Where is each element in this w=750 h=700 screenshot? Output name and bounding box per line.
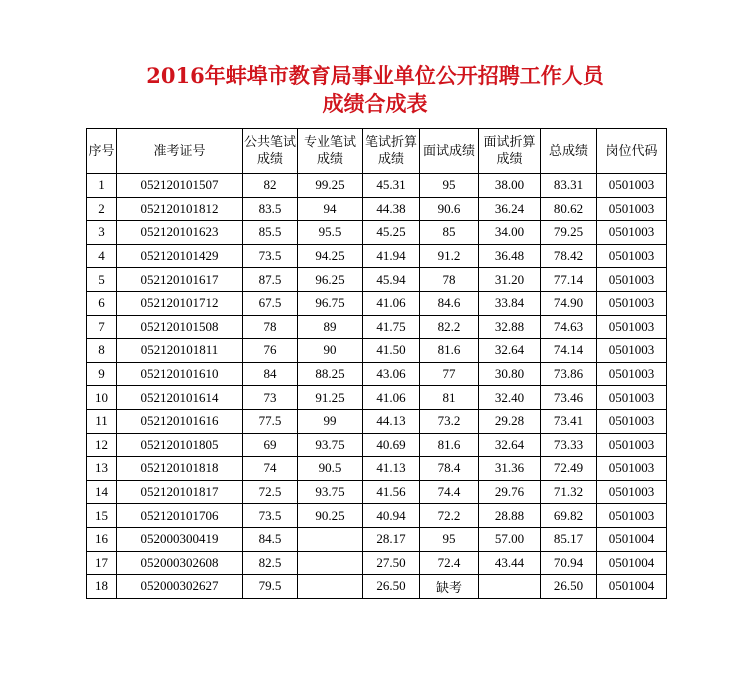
cell-seq: 18: [87, 575, 117, 599]
cell-total: 85.17: [541, 527, 597, 551]
cell-interview-converted: 36.24: [479, 197, 541, 221]
cell-total: 74.90: [541, 291, 597, 315]
cell-position-code: 0501003: [597, 386, 667, 410]
cell-professional-written: 88.25: [298, 362, 363, 386]
table-row: [87, 386, 667, 410]
cell-seq: 11: [87, 409, 117, 433]
cell-total: 73.33: [541, 433, 597, 457]
document-title: [0, 62, 750, 118]
cell-total: 83.31: [541, 174, 597, 198]
table-row: [87, 575, 667, 599]
cell-exam-id: 052120101508: [117, 315, 243, 339]
header-cell-professional-written: 专业笔试成绩: [298, 129, 363, 174]
cell-position-code: 0501004: [597, 575, 667, 599]
cell-total: 79.25: [541, 221, 597, 245]
table-row: [87, 409, 667, 433]
cell-public-written: 87.5: [243, 268, 298, 292]
cell-exam-id: 052120101616: [117, 409, 243, 433]
cell-professional-written: [298, 527, 363, 551]
cell-exam-id: 052120101617: [117, 268, 243, 292]
cell-public-written: 74: [243, 457, 298, 481]
cell-interview: 78.4: [420, 457, 479, 481]
cell-public-written: 85.5: [243, 221, 298, 245]
cell-interview: 81: [420, 386, 479, 410]
score-table: [86, 128, 667, 599]
cell-position-code: 0501003: [597, 268, 667, 292]
cell-written-converted: 41.06: [363, 386, 420, 410]
cell-interview-converted: 31.20: [479, 268, 541, 292]
cell-professional-written: [298, 575, 363, 599]
cell-total: 69.82: [541, 504, 597, 528]
cell-seq: 1: [87, 174, 117, 198]
table-row: [87, 527, 667, 551]
cell-interview-converted: 31.36: [479, 457, 541, 481]
cell-professional-written: 96.75: [298, 291, 363, 315]
header-cell-seq: 序号: [87, 129, 117, 174]
cell-seq: 15: [87, 504, 117, 528]
cell-seq: 10: [87, 386, 117, 410]
cell-position-code: 0501004: [597, 527, 667, 551]
cell-seq: 4: [87, 244, 117, 268]
cell-interview-converted: 32.64: [479, 433, 541, 457]
score-table-body: [87, 174, 667, 599]
cell-seq: 5: [87, 268, 117, 292]
cell-interview: 91.2: [420, 244, 479, 268]
table-row: [87, 174, 667, 198]
cell-seq: 9: [87, 362, 117, 386]
cell-public-written: 72.5: [243, 480, 298, 504]
cell-exam-id: 052120101429: [117, 244, 243, 268]
cell-position-code: 0501003: [597, 433, 667, 457]
cell-seq: 2: [87, 197, 117, 221]
cell-interview: 95: [420, 527, 479, 551]
cell-interview-converted: 28.88: [479, 504, 541, 528]
cell-written-converted: 41.56: [363, 480, 420, 504]
table-row: [87, 457, 667, 481]
table-row: [87, 291, 667, 315]
cell-total: 77.14: [541, 268, 597, 292]
header-cell-position-code: 岗位代码: [597, 129, 667, 174]
cell-interview-converted: 30.80: [479, 362, 541, 386]
cell-exam-id: 052120101706: [117, 504, 243, 528]
cell-total: 74.63: [541, 315, 597, 339]
cell-interview: 85: [420, 221, 479, 245]
cell-written-converted: 41.06: [363, 291, 420, 315]
header-cell-interview: 面试成绩: [420, 129, 479, 174]
cell-professional-written: 95.5: [298, 221, 363, 245]
cell-exam-id: 052120101623: [117, 221, 243, 245]
cell-interview-converted: 34.00: [479, 221, 541, 245]
cell-public-written: 78: [243, 315, 298, 339]
cell-written-converted: 44.13: [363, 409, 420, 433]
header-cell-public-written: 公共笔试成绩: [243, 129, 298, 174]
cell-professional-written: 90.5: [298, 457, 363, 481]
cell-position-code: 0501003: [597, 197, 667, 221]
header-cell-exam-id: 准考证号: [117, 129, 243, 174]
table-row: [87, 197, 667, 221]
cell-position-code: 0501004: [597, 551, 667, 575]
cell-public-written: 82: [243, 174, 298, 198]
cell-total: 70.94: [541, 551, 597, 575]
header-cell-written-converted: 笔试折算成绩: [363, 129, 420, 174]
cell-public-written: 69: [243, 433, 298, 457]
cell-seq: 16: [87, 527, 117, 551]
cell-seq: 13: [87, 457, 117, 481]
header-row: [87, 129, 667, 174]
cell-exam-id: 052120101805: [117, 433, 243, 457]
cell-interview: 78: [420, 268, 479, 292]
cell-interview-converted: 32.88: [479, 315, 541, 339]
cell-professional-written: 89: [298, 315, 363, 339]
cell-total: 74.14: [541, 339, 597, 363]
cell-professional-written: 90: [298, 339, 363, 363]
cell-interview: 73.2: [420, 409, 479, 433]
cell-seq: 7: [87, 315, 117, 339]
cell-position-code: 0501003: [597, 291, 667, 315]
cell-position-code: 0501003: [597, 504, 667, 528]
cell-professional-written: [298, 551, 363, 575]
cell-position-code: 0501003: [597, 315, 667, 339]
cell-interview-converted: 29.28: [479, 409, 541, 433]
cell-interview-converted: 32.40: [479, 386, 541, 410]
cell-seq: 8: [87, 339, 117, 363]
cell-public-written: 79.5: [243, 575, 298, 599]
cell-interview: 缺考: [420, 575, 479, 599]
cell-seq: 14: [87, 480, 117, 504]
cell-interview: 81.6: [420, 433, 479, 457]
cell-position-code: 0501003: [597, 457, 667, 481]
cell-exam-id: 052120101614: [117, 386, 243, 410]
cell-position-code: 0501003: [597, 174, 667, 198]
cell-exam-id: 052120101817: [117, 480, 243, 504]
cell-professional-written: 96.25: [298, 268, 363, 292]
table-row: [87, 362, 667, 386]
table-row: [87, 244, 667, 268]
cell-public-written: 84.5: [243, 527, 298, 551]
cell-position-code: 0501003: [597, 221, 667, 245]
cell-professional-written: 99.25: [298, 174, 363, 198]
cell-position-code: 0501003: [597, 339, 667, 363]
cell-written-converted: 45.25: [363, 221, 420, 245]
table-row: [87, 433, 667, 457]
title-line-1: 2016年蚌埠市教育局事业单位公开招聘工作人员: [146, 63, 604, 88]
cell-exam-id: 052120101811: [117, 339, 243, 363]
cell-interview: 77: [420, 362, 479, 386]
title-line-2: 成绩合成表: [322, 91, 428, 116]
cell-total: 80.62: [541, 197, 597, 221]
table-row: [87, 315, 667, 339]
cell-public-written: 76: [243, 339, 298, 363]
cell-interview: 72.2: [420, 504, 479, 528]
cell-written-converted: 41.94: [363, 244, 420, 268]
cell-exam-id: 052120101818: [117, 457, 243, 481]
cell-public-written: 73.5: [243, 504, 298, 528]
cell-written-converted: 41.75: [363, 315, 420, 339]
cell-interview-converted: 33.84: [479, 291, 541, 315]
cell-professional-written: 94: [298, 197, 363, 221]
header-cell-total: 总成绩: [541, 129, 597, 174]
cell-interview: 81.6: [420, 339, 479, 363]
table-row: [87, 339, 667, 363]
cell-exam-id: 052120101507: [117, 174, 243, 198]
cell-interview-converted: 32.64: [479, 339, 541, 363]
cell-total: 72.49: [541, 457, 597, 481]
cell-exam-id: 052120101610: [117, 362, 243, 386]
cell-exam-id: 052120101712: [117, 291, 243, 315]
cell-interview: 90.6: [420, 197, 479, 221]
cell-written-converted: 27.50: [363, 551, 420, 575]
cell-written-converted: 43.06: [363, 362, 420, 386]
cell-seq: 12: [87, 433, 117, 457]
cell-exam-id: 052120101812: [117, 197, 243, 221]
cell-seq: 6: [87, 291, 117, 315]
cell-professional-written: 91.25: [298, 386, 363, 410]
table-row: [87, 268, 667, 292]
cell-total: 73.86: [541, 362, 597, 386]
cell-written-converted: 41.50: [363, 339, 420, 363]
cell-public-written: 84: [243, 362, 298, 386]
cell-written-converted: 44.38: [363, 197, 420, 221]
cell-total: 78.42: [541, 244, 597, 268]
cell-professional-written: 94.25: [298, 244, 363, 268]
cell-public-written: 77.5: [243, 409, 298, 433]
cell-interview-converted: 38.00: [479, 174, 541, 198]
cell-written-converted: 26.50: [363, 575, 420, 599]
cell-interview-converted: [479, 575, 541, 599]
cell-interview-converted: 43.44: [479, 551, 541, 575]
cell-public-written: 73: [243, 386, 298, 410]
cell-interview: 72.4: [420, 551, 479, 575]
cell-written-converted: 40.69: [363, 433, 420, 457]
cell-interview-converted: 57.00: [479, 527, 541, 551]
cell-written-converted: 28.17: [363, 527, 420, 551]
cell-interview: 74.4: [420, 480, 479, 504]
header-cell-interview-converted: 面试折算成绩: [479, 129, 541, 174]
cell-exam-id: 052000300419: [117, 527, 243, 551]
table-row: [87, 551, 667, 575]
cell-interview: 84.6: [420, 291, 479, 315]
cell-professional-written: 93.75: [298, 480, 363, 504]
cell-position-code: 0501003: [597, 244, 667, 268]
cell-written-converted: 41.13: [363, 457, 420, 481]
cell-interview-converted: 36.48: [479, 244, 541, 268]
cell-position-code: 0501003: [597, 409, 667, 433]
cell-total: 73.46: [541, 386, 597, 410]
cell-total: 26.50: [541, 575, 597, 599]
cell-exam-id: 052000302608: [117, 551, 243, 575]
cell-total: 71.32: [541, 480, 597, 504]
cell-public-written: 67.5: [243, 291, 298, 315]
cell-total: 73.41: [541, 409, 597, 433]
cell-seq: 3: [87, 221, 117, 245]
table-row: [87, 221, 667, 245]
cell-public-written: 73.5: [243, 244, 298, 268]
cell-professional-written: 93.75: [298, 433, 363, 457]
cell-interview: 95: [420, 174, 479, 198]
cell-professional-written: 90.25: [298, 504, 363, 528]
cell-position-code: 0501003: [597, 480, 667, 504]
cell-written-converted: 45.31: [363, 174, 420, 198]
cell-interview: 82.2: [420, 315, 479, 339]
table-row: [87, 504, 667, 528]
cell-position-code: 0501003: [597, 362, 667, 386]
cell-exam-id: 052000302627: [117, 575, 243, 599]
cell-seq: 17: [87, 551, 117, 575]
table-row: [87, 480, 667, 504]
cell-interview-converted: 29.76: [479, 480, 541, 504]
cell-professional-written: 99: [298, 409, 363, 433]
cell-written-converted: 40.94: [363, 504, 420, 528]
cell-public-written: 83.5: [243, 197, 298, 221]
cell-public-written: 82.5: [243, 551, 298, 575]
cell-written-converted: 45.94: [363, 268, 420, 292]
